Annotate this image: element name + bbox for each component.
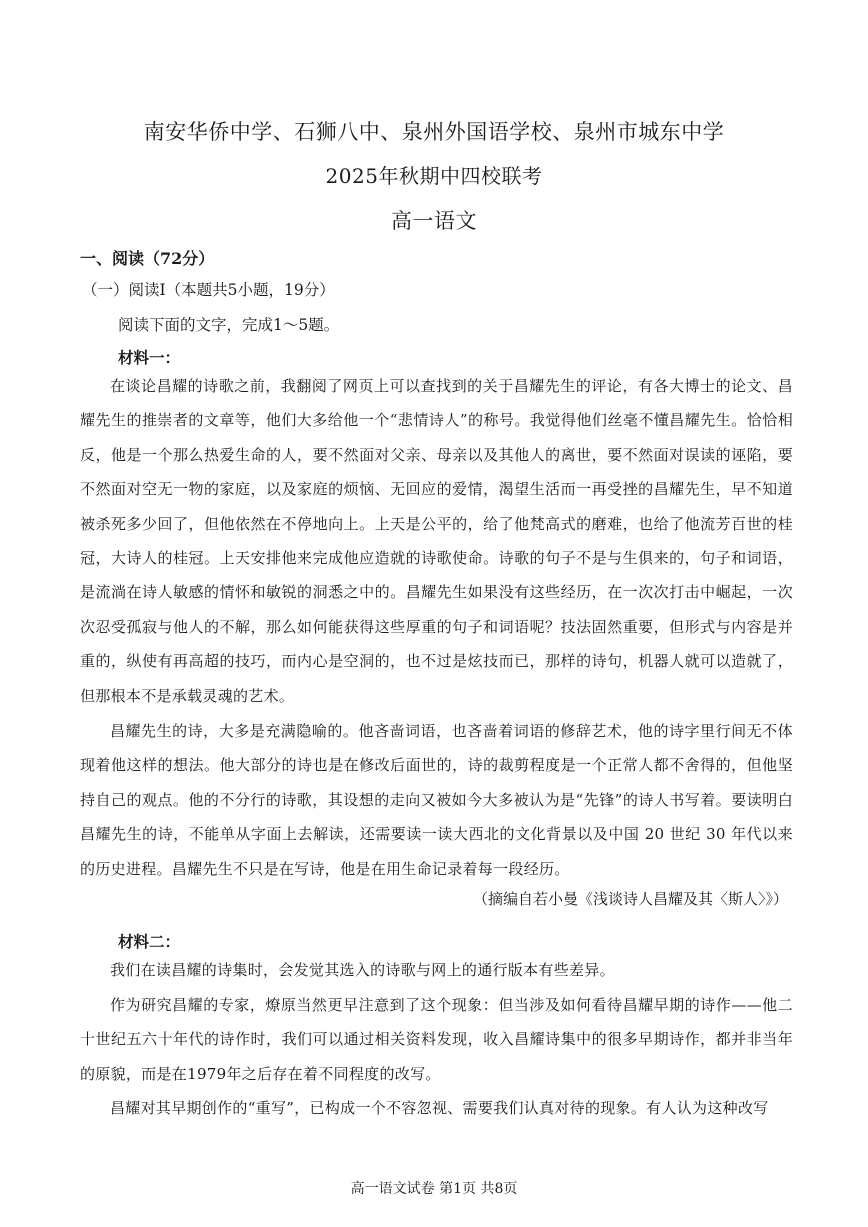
subject-heading: 高一语文 bbox=[391, 209, 477, 233]
material-two-label: 材料二： bbox=[118, 932, 181, 951]
material-one-paragraph-2: 昌耀先生的诗，大多是充满隐喻的。他吝啬词语，也吝啬着词语的修辞艺术，他的诗字里行间无不体现着他这样的想法。他大部分的诗也是在修改后面世的，诗的裁剪程度是一个正常人都不舍得的，但他坚持自己的观点。他的不分行的诗歌，其设想的走向又被如今大多被认为是“先锋”的诗人书写着。要读明白昌耀先生的诗，不能单从字面上去解读，还需要读一读大西北的文化背景以及中国 20 世纪 30 年代以来的历史进程。昌耀先生不只是在写诗，他是在用生命记录着每一段经历。 bbox=[80, 722, 793, 878]
material-one-source: （摘编自若小曼《浅谈诗人昌耀及其〈斯人〉》） bbox=[472, 890, 788, 908]
material-one-label: 材料一： bbox=[118, 348, 181, 367]
material-two-paragraph-3: 昌耀对其早期创作的“重写”，已构成一个不容忽视、需要我们认真对待的现象。有人认为这种改写 bbox=[110, 1099, 769, 1117]
school-names-heading: 南安华侨中学、石狮八中、泉州外国语学校、泉州市城东中学 bbox=[143, 120, 725, 144]
material-two-paragraph-1: 我们在读昌耀的诗集时，会发觉其选入的诗歌与网上的通行版本有些差异。 bbox=[110, 961, 615, 979]
reading-instruction: 阅读下面的文字，完成1～5题。 bbox=[118, 316, 340, 334]
page-footer: 高一语文试卷 第1页 共8页 bbox=[350, 1181, 518, 1197]
exam-name-heading: 2025年秋期中四校联考 bbox=[325, 164, 543, 188]
section-subtitle: （一）阅读Ⅰ（本题共5小题，19分） bbox=[82, 281, 335, 299]
material-one-paragraph-1: 在谈论昌耀的诗歌之前，我翻阅了网页上可以查找到的关于昌耀先生的评论，有各大博士的论文、昌耀先生的推崇者的文章等，他们大多给他一个“悲情诗人”的称号。我觉得他们丝毫不懂昌耀先生。恰恰相反，他是一个那么热爱生命的人，要不然面对父亲、母亲以及其他人的离世，要不然面对误读的诬陷，要不然面对空无一物的家庭，以及家庭的烦恼、无回应的爱情，渴望生活而一再受挫的昌耀先生，早不知道被杀死多少回了，但他依然在不停地向上。上天是公平的，给了他梵高式的磨难，也给了他流芳百世的桂冠，大诗人的桂冠。上天安排他来完成他应造就的诗歌使命。诗歌的句子不是与生俱来的，句子和词语，是流淌在诗人敏感的情怀和敏锐的洞悉之中的。昌耀先生如果没有这些经历，在一次次打击中崛起，一次次忍受孤寂与他人的不解，那么如何能获得这些厚重的句子和词语呢？技法固然重要，但形式与内容是并重的，纵使有再高超的技巧，而内心是空洞的，也不过是炫技而已，那样的诗句，机器人就可以造就了，但那根本不是承载灵魂的艺术。 bbox=[80, 377, 793, 705]
section-title: 一、阅读（72分） bbox=[80, 249, 215, 268]
material-two-paragraph-2: 作为研究昌耀的专家，燎原当然更早注意到了这个现象：但当涉及如何看待昌耀早期的诗作——他二十世纪五六十年代的诗作时，我们可以通过相关资料发现，收入昌耀诗集中的很多早期诗作，都并非当年的原貌，而是在1979年之后存在着不同程度的改写。 bbox=[80, 996, 793, 1083]
